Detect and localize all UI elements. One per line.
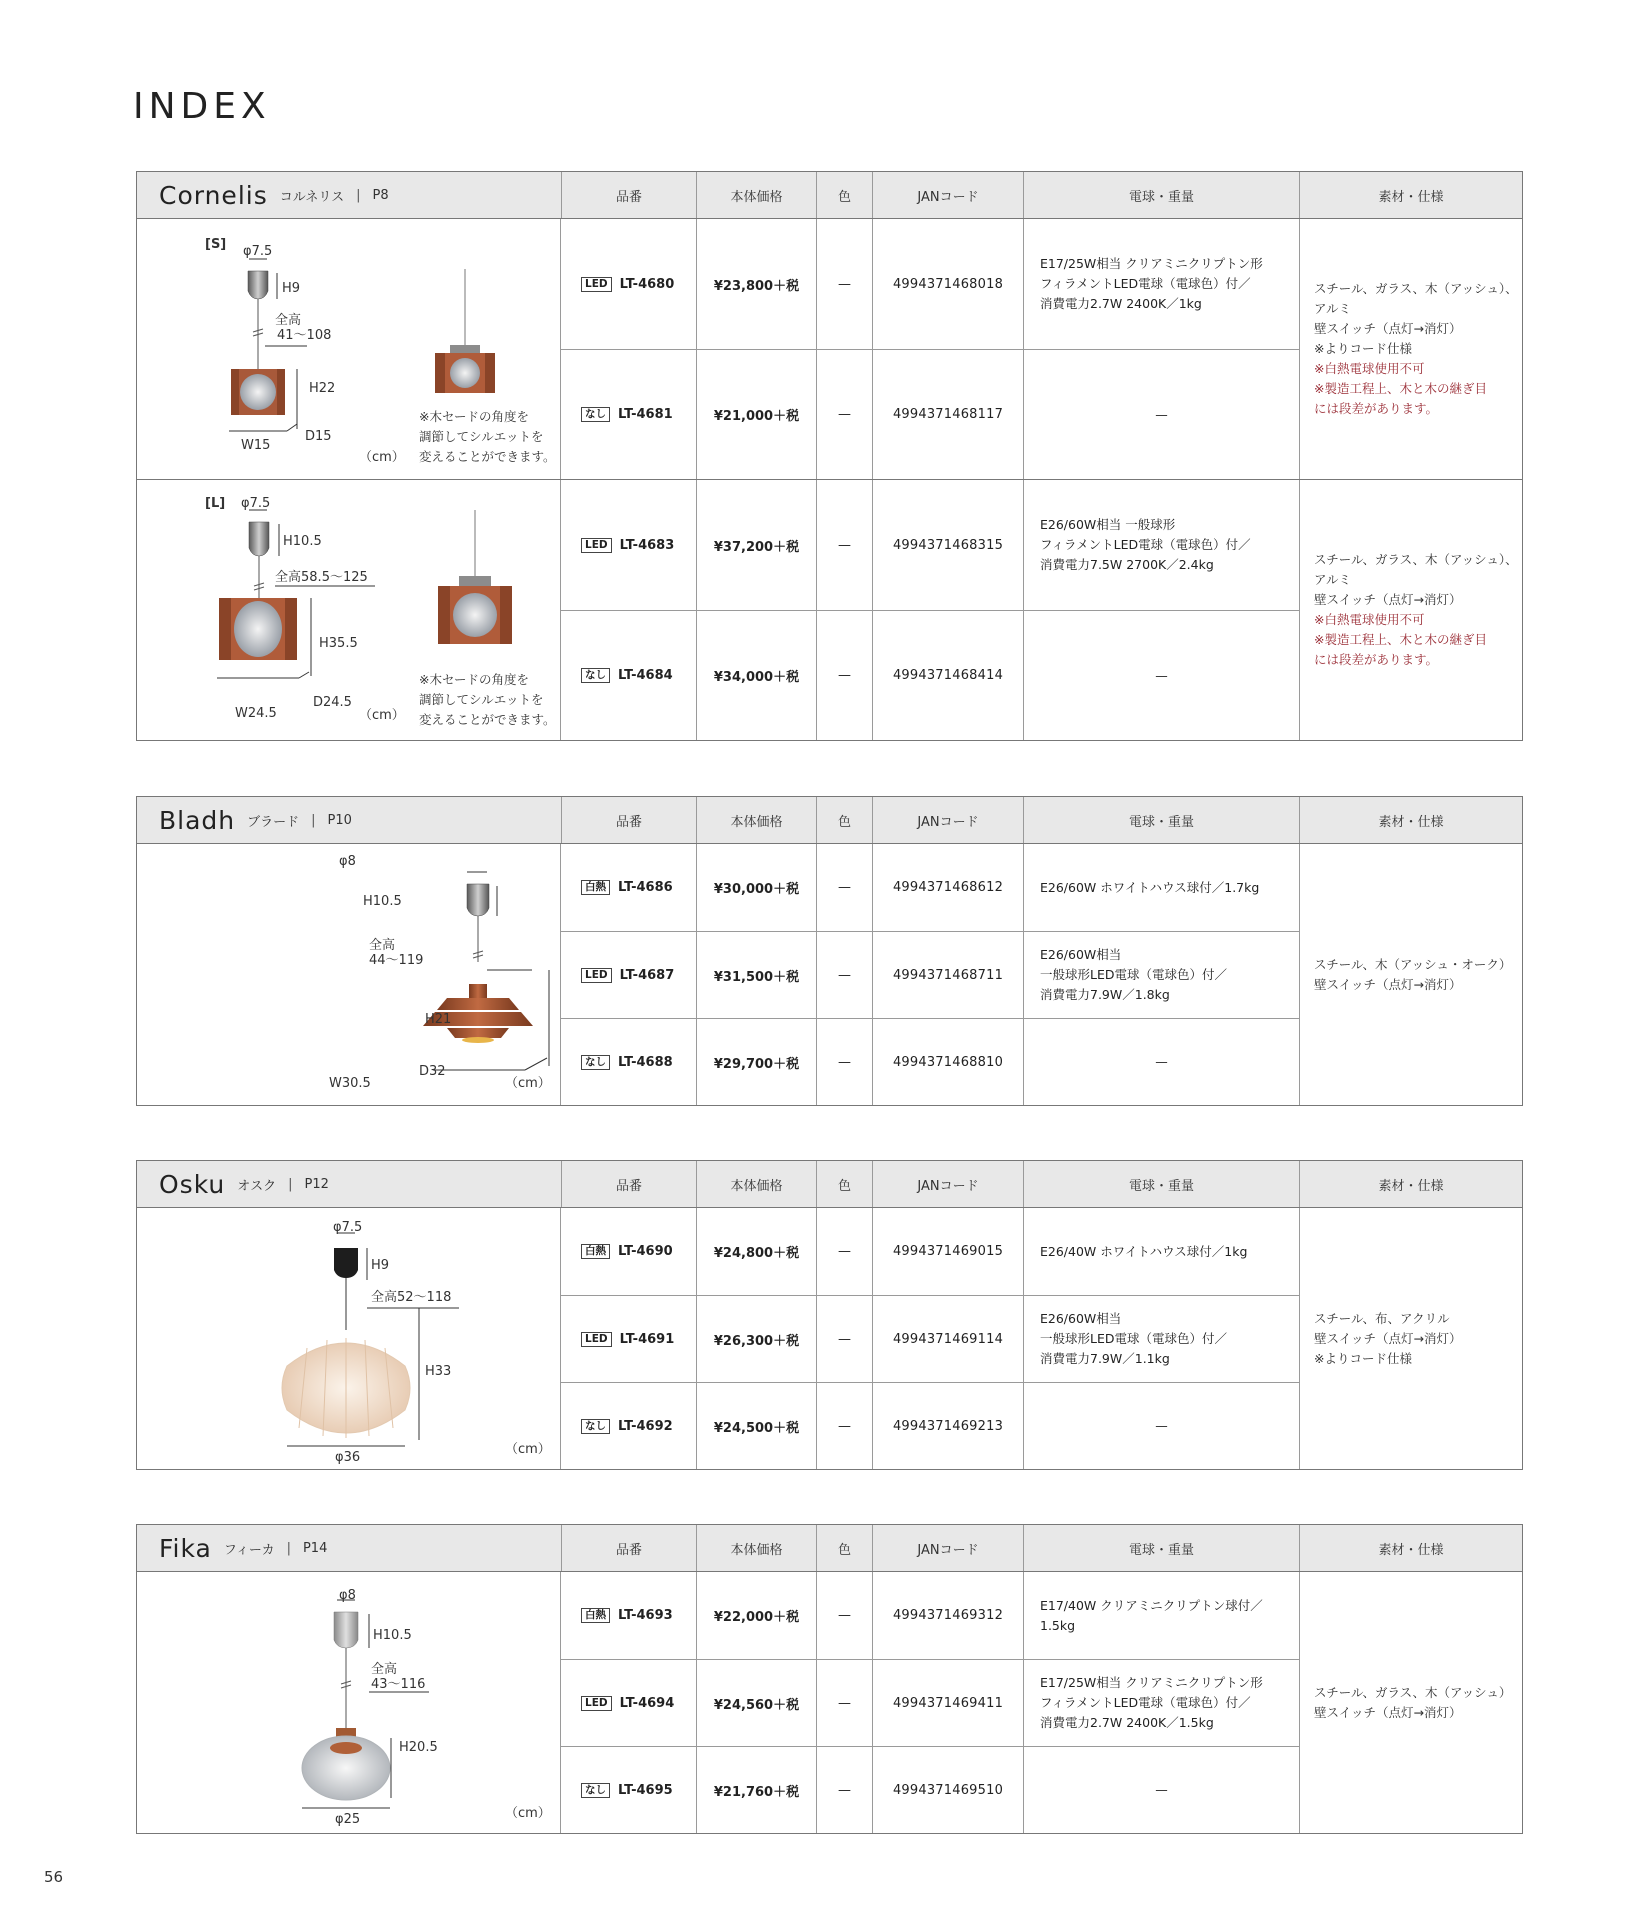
dim-total-label: 全高 <box>369 938 396 953</box>
color: — <box>816 1746 872 1833</box>
heading-separator: | <box>288 1176 293 1192</box>
dim-unit: （cm） <box>505 1806 551 1821</box>
dim-unit: （cm） <box>359 708 405 723</box>
jan-code: 4994371469312 <box>872 1572 1023 1659</box>
col-header-color: 色 <box>816 1161 872 1207</box>
bulb-weight: E17/25W相当 クリアミニクリプトン形 フィラメントLED電球（電球色）付／ 消費電力2.7W 2400K／1.5kg <box>1023 1659 1299 1746</box>
bulb-weight: — <box>1023 349 1299 479</box>
price: ¥23,800＋税 <box>696 219 816 349</box>
dim-total: 44～119 <box>369 953 424 968</box>
product-code: なし LT-4684 <box>561 610 696 740</box>
material-spec: スチール、ガラス、木（アッシュ）、 アルミ 壁スイッチ（点灯→消灯） ※白熱電球使用不可 ※製造工程上、木と木の継ぎ目 には段差があります。 <box>1299 480 1522 740</box>
product-name: Cornelis <box>159 180 268 210</box>
col-header-color: 色 <box>816 797 872 843</box>
col-header-color: 色 <box>816 1525 872 1571</box>
bulb-weight: — <box>1023 610 1299 740</box>
dim-d: D32 <box>419 1064 446 1079</box>
product-code: なし LT-4692 <box>561 1382 696 1469</box>
product-rows <box>137 1208 1522 1469</box>
dim-total-label: 全高 <box>275 313 302 328</box>
product-kana: オスク <box>237 1178 277 1194</box>
bulb-type-badge: 白熱 <box>581 1608 610 1623</box>
color: — <box>816 1659 872 1746</box>
dim-h1: H9 <box>371 1258 390 1273</box>
col-header-bulb: 電球・重量 <box>1023 1161 1299 1207</box>
heading-separator: | <box>286 1540 291 1556</box>
dim-total: 全高58.5～125 <box>275 570 368 585</box>
heading-separator: | <box>356 187 361 203</box>
dim-total: 41～108 <box>277 328 332 343</box>
bulb-type-badge: なし <box>581 1783 610 1798</box>
bulb-type-badge: なし <box>581 1055 610 1070</box>
col-header-material: 素材・仕様 <box>1299 1161 1522 1207</box>
bulb-weight: E17/25W相当 クリアミニクリプトン形 フィラメントLED電球（電球色）付／ 消費電力2.7W 2400K／1kg <box>1023 219 1299 349</box>
jan-code: 4994371469510 <box>872 1746 1023 1833</box>
dimension-illustration <box>137 844 561 1105</box>
dim-h2: H35.5 <box>319 636 358 651</box>
price: ¥34,000＋税 <box>696 610 816 740</box>
col-header-code: 品番 <box>561 1161 696 1207</box>
product-name: Fika <box>159 1533 212 1563</box>
price: ¥29,700＋税 <box>696 1018 816 1105</box>
col-header-code: 品番 <box>561 172 696 218</box>
price: ¥37,200＋税 <box>696 480 816 610</box>
size-group-l <box>137 479 1522 740</box>
product-code: LED LT-4691 <box>561 1295 696 1382</box>
product-section-bladh <box>136 796 1523 1106</box>
col-header-material: 素材・仕様 <box>1299 172 1522 218</box>
dim-top: φ7.5 <box>243 244 273 259</box>
product-code: LED LT-4694 <box>561 1659 696 1746</box>
color: — <box>816 349 872 479</box>
bulb-weight: E17/40W クリアミニクリプトン球付／ 1.5kg <box>1023 1572 1299 1659</box>
price: ¥30,000＋税 <box>696 844 816 931</box>
product-kana: フィーカ <box>223 1542 275 1558</box>
product-heading <box>137 1525 561 1571</box>
bulb-type-badge: なし <box>581 1419 610 1434</box>
product-rows <box>137 1572 1522 1833</box>
lamp-drawing-bladh <box>137 844 561 1105</box>
dim-h1: H10.5 <box>373 1628 412 1643</box>
bulb-weight: — <box>1023 1746 1299 1833</box>
col-header-material: 素材・仕様 <box>1299 1525 1522 1571</box>
col-header-price: 本体価格 <box>696 1161 816 1207</box>
col-header-bulb: 電球・重量 <box>1023 797 1299 843</box>
jan-code: 4994371469213 <box>872 1382 1023 1469</box>
bulb-weight: E26/40W ホワイトハウス球付／1kg <box>1023 1208 1299 1295</box>
color: — <box>816 1382 872 1469</box>
product-code: LED LT-4687 <box>561 931 696 1018</box>
col-header-jan: JANコード <box>872 797 1023 843</box>
dimension-illustration <box>137 480 561 740</box>
material-spec: スチール、木（アッシュ・オーク） 壁スイッチ（点灯→消灯） <box>1299 844 1522 1105</box>
price: ¥24,800＋税 <box>696 1208 816 1295</box>
bulb-weight: — <box>1023 1382 1299 1469</box>
product-section-osku <box>136 1160 1523 1470</box>
price: ¥24,500＋税 <box>696 1382 816 1469</box>
bulb-type-badge: LED <box>581 538 612 553</box>
dim-d: D24.5 <box>313 695 352 710</box>
dim-w: W30.5 <box>329 1076 371 1091</box>
product-code: 白熱 LT-4693 <box>561 1572 696 1659</box>
material-spec: スチール、ガラス、木（アッシュ）、 アルミ 壁スイッチ（点灯→消灯） ※よりコード仕様 ※白熱電球使用不可 ※製造工程上、木と木の継ぎ目 には段差があります。 <box>1299 219 1522 479</box>
product-code: LED LT-4683 <box>561 480 696 610</box>
col-header-material: 素材・仕様 <box>1299 797 1522 843</box>
dim-w: W24.5 <box>235 706 277 721</box>
jan-code: 4994371468612 <box>872 844 1023 931</box>
col-header-code: 品番 <box>561 797 696 843</box>
dim-unit: （cm） <box>505 1076 551 1091</box>
dim-total-label: 全高 <box>371 1662 398 1677</box>
dim-h2: H21 <box>425 1012 452 1027</box>
product-name: Osku <box>159 1169 226 1199</box>
dim-w: φ36 <box>335 1450 361 1465</box>
product-code: 白熱 LT-4690 <box>561 1208 696 1295</box>
dimension-illustration <box>137 1208 561 1469</box>
catalog-page-ref: P8 <box>372 187 389 203</box>
bulb-weight: E26/60W ホワイトハウス球付／1.7kg <box>1023 844 1299 931</box>
jan-code: 4994371468018 <box>872 219 1023 349</box>
color: — <box>816 610 872 740</box>
bulb-weight: E26/60W相当 一般球形LED電球（電球色）付／ 消費電力7.9W／1.8kg <box>1023 931 1299 1018</box>
material-spec: スチール、布、アクリル 壁スイッチ（点灯→消灯） ※よりコード仕様 <box>1299 1208 1522 1469</box>
dimension-illustration <box>137 219 561 479</box>
dim-unit: （cm） <box>505 1442 551 1457</box>
product-heading <box>137 797 561 843</box>
color: — <box>816 480 872 610</box>
material-spec: スチール、ガラス、木（アッシュ） 壁スイッチ（点灯→消灯） <box>1299 1572 1522 1833</box>
jan-code: 4994371469114 <box>872 1295 1023 1382</box>
size-group-s <box>137 219 1522 479</box>
jan-code: 4994371469015 <box>872 1208 1023 1295</box>
color: — <box>816 1208 872 1295</box>
bulb-weight: E26/60W相当 一般球形 フィラメントLED電球（電球色）付／ 消費電力7.5W 2700K／2.4kg <box>1023 480 1299 610</box>
bulb-type-badge: なし <box>581 407 610 422</box>
color: — <box>816 844 872 931</box>
product-name: Bladh <box>159 805 236 835</box>
jan-code: 4994371468117 <box>872 349 1023 479</box>
size-label: [S] <box>205 237 227 252</box>
jan-code: 4994371469411 <box>872 1659 1023 1746</box>
dim-total: 全高52～118 <box>371 1290 452 1305</box>
jan-code: 4994371468711 <box>872 931 1023 1018</box>
product-kana: ブラード <box>247 814 300 830</box>
bulb-weight: E26/60W相当 一般球形LED電球（電球色）付／ 消費電力7.9W／1.1kg <box>1023 1295 1299 1382</box>
dim-top: φ7.5 <box>333 1220 363 1235</box>
jan-code: 4994371468315 <box>872 480 1023 610</box>
price: ¥21,760＋税 <box>696 1746 816 1833</box>
col-header-code: 品番 <box>561 1525 696 1571</box>
product-code: なし LT-4688 <box>561 1018 696 1105</box>
page-number: 56 <box>44 1868 64 1886</box>
jan-code: 4994371468414 <box>872 610 1023 740</box>
product-rows <box>137 844 1522 1105</box>
dim-total: 43～116 <box>371 1677 426 1692</box>
table-header <box>137 1525 1522 1572</box>
color: — <box>816 1018 872 1105</box>
bulb-type-badge: 白熱 <box>581 1244 610 1259</box>
product-kana: コルネリス <box>279 189 345 205</box>
price: ¥31,500＋税 <box>696 931 816 1018</box>
dim-h2: H22 <box>309 381 336 396</box>
price: ¥22,000＋税 <box>696 1572 816 1659</box>
bulb-type-badge: LED <box>581 968 612 983</box>
dim-top: φ8 <box>339 1588 356 1603</box>
dim-w: φ25 <box>335 1812 361 1827</box>
jan-code: 4994371468810 <box>872 1018 1023 1105</box>
price: ¥21,000＋税 <box>696 349 816 479</box>
product-code: 白熱 LT-4686 <box>561 844 696 931</box>
page-title: INDEX <box>133 86 271 127</box>
col-header-jan: JANコード <box>872 172 1023 218</box>
col-header-bulb: 電球・重量 <box>1023 172 1299 218</box>
dimension-illustration <box>137 1572 561 1833</box>
product-section-fika <box>136 1524 1523 1834</box>
bulb-type-badge: LED <box>581 277 612 292</box>
color: — <box>816 1295 872 1382</box>
product-code: なし LT-4695 <box>561 1746 696 1833</box>
dim-w: W15 <box>241 438 271 453</box>
lamp-drawing-fika <box>137 1572 561 1833</box>
dim-h1: H10.5 <box>283 534 322 549</box>
shade-note: ※木セードの角度を 調節してシルエットを 変えることができます。 <box>419 409 556 464</box>
dim-h1: H10.5 <box>363 894 402 909</box>
dim-top: φ8 <box>339 854 356 869</box>
color: — <box>816 1572 872 1659</box>
table-header <box>137 1161 1522 1208</box>
price: ¥24,560＋税 <box>696 1659 816 1746</box>
bulb-type-badge: LED <box>581 1696 612 1711</box>
bulb-type-badge: なし <box>581 668 610 683</box>
catalog-page-ref: P14 <box>302 1540 328 1556</box>
col-header-price: 本体価格 <box>696 1525 816 1571</box>
bulb-weight: — <box>1023 1018 1299 1105</box>
col-header-price: 本体価格 <box>696 797 816 843</box>
col-header-jan: JANコード <box>872 1525 1023 1571</box>
product-heading <box>137 1161 561 1207</box>
product-heading <box>137 172 561 218</box>
price: ¥26,300＋税 <box>696 1295 816 1382</box>
catalog-page-ref: P10 <box>327 812 352 828</box>
heading-separator: | <box>311 812 316 828</box>
shade-note: ※木セードの角度を 調節してシルエットを 変えることができます。 <box>419 672 556 727</box>
dim-top: φ7.5 <box>241 496 271 511</box>
color: — <box>816 931 872 1018</box>
dim-h1: H9 <box>282 281 301 296</box>
dim-d: D15 <box>305 429 332 444</box>
product-code: LED LT-4680 <box>561 219 696 349</box>
table-header <box>137 797 1522 844</box>
lamp-drawing-osku <box>137 1208 561 1469</box>
dim-unit: （cm） <box>359 450 405 465</box>
color: — <box>816 219 872 349</box>
product-section-cornelis <box>136 171 1523 741</box>
dim-h2: H33 <box>425 1364 452 1379</box>
dim-h2: H20.5 <box>399 1740 438 1755</box>
bulb-type-badge: LED <box>581 1332 612 1347</box>
catalog-page-ref: P12 <box>304 1176 329 1192</box>
col-header-bulb: 電球・重量 <box>1023 1525 1299 1571</box>
size-label: [L] <box>205 496 226 511</box>
col-header-color: 色 <box>816 172 872 218</box>
table-header <box>137 172 1522 219</box>
col-header-jan: JANコード <box>872 1161 1023 1207</box>
bulb-type-badge: 白熱 <box>581 880 610 895</box>
product-code: なし LT-4681 <box>561 349 696 479</box>
col-header-price: 本体価格 <box>696 172 816 218</box>
